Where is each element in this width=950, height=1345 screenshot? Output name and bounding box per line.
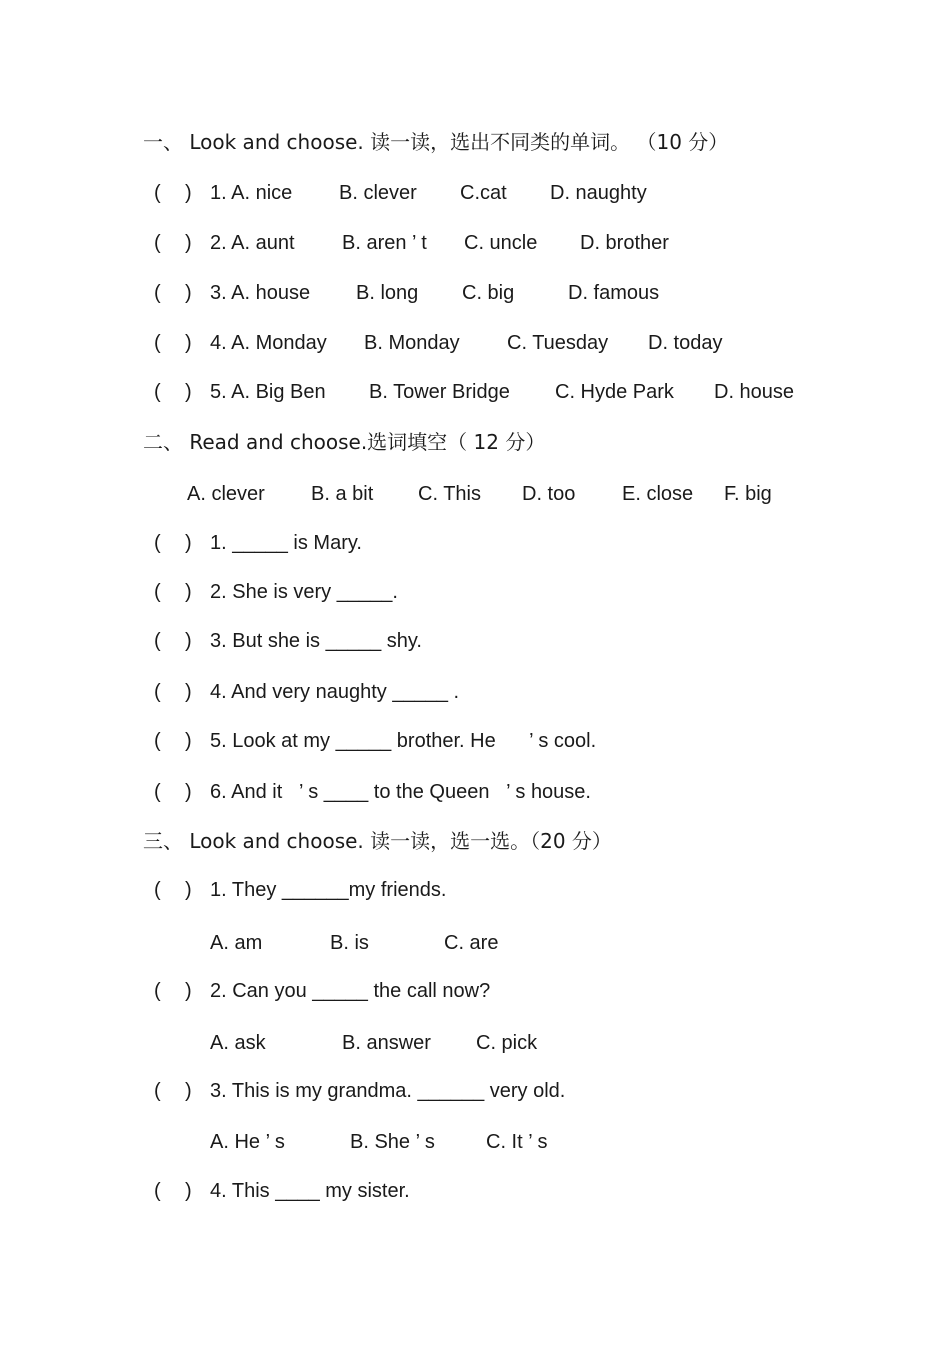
answer-paren-open[interactable]: ( bbox=[154, 182, 161, 204]
option-c: C. Tuesday bbox=[507, 332, 609, 354]
option-b: B. clever bbox=[339, 182, 417, 204]
option-b: B. answer bbox=[342, 1032, 431, 1054]
question-text: 1. They ______my friends. bbox=[210, 879, 447, 901]
option-d: D. brother bbox=[580, 232, 669, 254]
option-a: 1. A. nice bbox=[210, 182, 293, 204]
option-d: D. famous bbox=[568, 282, 660, 304]
option-c: C. pick bbox=[476, 1032, 538, 1054]
answer-paren-close: ) bbox=[185, 282, 192, 304]
answer-paren-close: ) bbox=[185, 980, 192, 1002]
answer-paren-close: ) bbox=[185, 581, 192, 603]
answer-paren-close: ) bbox=[185, 879, 192, 901]
word-bank-item: F. big bbox=[724, 483, 772, 505]
option-c: C. are bbox=[444, 932, 499, 954]
answer-paren-open[interactable]: ( bbox=[154, 781, 161, 803]
question-text: 4. This ____ my sister. bbox=[210, 1180, 410, 1202]
answer-paren-close: ) bbox=[185, 182, 192, 204]
section2-title: 二、 Read and choose.选词填空（ 12 分） bbox=[143, 430, 546, 454]
option-a: A. am bbox=[210, 932, 263, 954]
option-b: B. She ’ s bbox=[350, 1131, 435, 1153]
answer-paren-open[interactable]: ( bbox=[154, 282, 161, 304]
option-d: D. house bbox=[714, 381, 795, 403]
question-text: 2. She is very _____. bbox=[210, 581, 398, 603]
option-b: B. long bbox=[356, 282, 419, 304]
answer-paren-open[interactable]: ( bbox=[154, 381, 161, 403]
word-bank-item: B. a bit bbox=[311, 483, 374, 505]
option-d: D. naughty bbox=[550, 182, 647, 204]
answer-paren-close: ) bbox=[185, 532, 192, 554]
question-text: 5. Look at my _____ brother. He ’ s cool. bbox=[210, 730, 597, 752]
answer-paren-close: ) bbox=[185, 381, 192, 403]
option-d: D. today bbox=[648, 332, 723, 354]
answer-paren-open[interactable]: ( bbox=[154, 581, 161, 603]
answer-paren-open[interactable]: ( bbox=[154, 332, 161, 354]
question-text: 2. Can you _____ the call now? bbox=[210, 980, 491, 1002]
answer-paren-close: ) bbox=[185, 232, 192, 254]
answer-paren-open[interactable]: ( bbox=[154, 630, 161, 652]
option-c: C. big bbox=[462, 282, 515, 304]
question-text: 4. And very naughty _____ . bbox=[210, 681, 460, 703]
option-a: 4. A. Monday bbox=[210, 332, 327, 354]
answer-paren-close: ) bbox=[185, 681, 192, 703]
answer-paren-open[interactable]: ( bbox=[154, 1180, 161, 1202]
answer-paren-open[interactable]: ( bbox=[154, 730, 161, 752]
answer-paren-close: ) bbox=[185, 1080, 192, 1102]
option-c: C. Hyde Park bbox=[555, 381, 674, 403]
question-text: 3. This is my grandma. ______ very old. bbox=[210, 1080, 566, 1102]
word-bank-item: E. close bbox=[622, 483, 694, 505]
option-c: C. It ’ s bbox=[486, 1131, 548, 1153]
answer-paren-close: ) bbox=[185, 781, 192, 803]
word-bank-item: A. clever bbox=[187, 483, 265, 505]
answer-paren-open[interactable]: ( bbox=[154, 681, 161, 703]
option-b: B. is bbox=[330, 932, 369, 954]
word-bank-item: C. This bbox=[418, 483, 481, 505]
answer-paren-close: ) bbox=[185, 1180, 192, 1202]
answer-paren-close: ) bbox=[185, 730, 192, 752]
answer-paren-close: ) bbox=[185, 630, 192, 652]
option-b: B. Monday bbox=[364, 332, 460, 354]
option-c: C. uncle bbox=[464, 232, 538, 254]
answer-paren-open[interactable]: ( bbox=[154, 879, 161, 901]
question-text: 1. _____ is Mary. bbox=[210, 532, 362, 554]
option-a: 3. A. house bbox=[210, 282, 311, 304]
option-a: 2. A. aunt bbox=[210, 232, 295, 254]
answer-paren-open[interactable]: ( bbox=[154, 532, 161, 554]
answer-paren-open[interactable]: ( bbox=[154, 1080, 161, 1102]
word-bank-item: D. too bbox=[522, 483, 576, 505]
option-a: A. ask bbox=[210, 1032, 266, 1054]
answer-paren-close: ) bbox=[185, 332, 192, 354]
section3-title: 三、 Look and choose. 读一读，选一选。（20 分） bbox=[143, 829, 612, 853]
answer-paren-open[interactable]: ( bbox=[154, 980, 161, 1002]
option-c: C.cat bbox=[460, 182, 507, 204]
option-a: A. He ’ s bbox=[210, 1131, 285, 1153]
answer-paren-open[interactable]: ( bbox=[154, 232, 161, 254]
option-a: 5. A. Big Ben bbox=[210, 381, 326, 403]
question-text: 3. But she is _____ shy. bbox=[210, 630, 422, 652]
section1-title: 一、 Look and choose. 读一读，选出不同类的单词。 （10 分） bbox=[143, 130, 729, 154]
option-b: B. Tower Bridge bbox=[369, 381, 510, 403]
question-text: 6. And it ’ s ____ to the Queen ’ s house. bbox=[210, 781, 591, 803]
option-b: B. aren ’ t bbox=[342, 232, 427, 254]
